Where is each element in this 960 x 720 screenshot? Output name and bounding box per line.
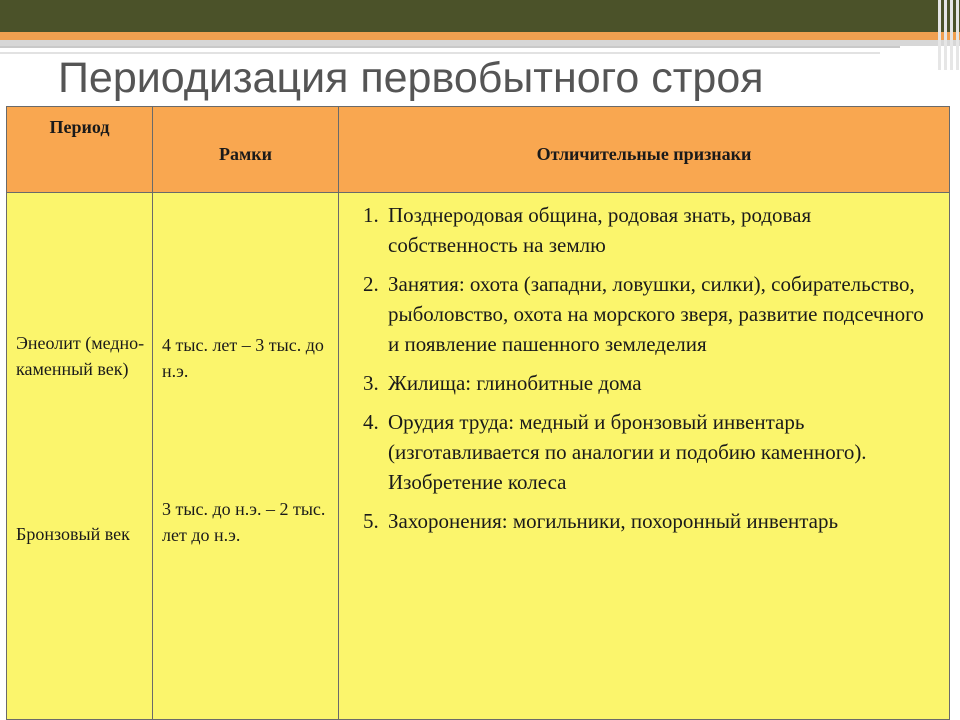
list-item: 2. Занятия: охота (западни, ловушки, силки), собирательство, рыболовство, охота на морского зверя, развитие подсечного и появление пашенного земледелия	[384, 269, 940, 359]
features-cell	[339, 193, 950, 720]
frames-cell	[153, 193, 339, 720]
list-item: 1. Позднеродовая община, родовая знать, родовая собственность на землю	[384, 200, 940, 260]
top-band-orange	[0, 32, 960, 40]
period-bronze-age: Бронзовый век	[16, 524, 130, 544]
decor-stripe	[0, 46, 900, 48]
list-item: 4. Орудия труда: медный и бронзовый инвентарь (изготавливается по аналогии и подобию каменного). Изобретение колеса	[384, 407, 940, 497]
periodization-table	[6, 106, 950, 720]
frames-eneolithic: 4 тыс. лет – 3 тыс. до н.э.	[162, 335, 324, 381]
period-cell	[7, 193, 153, 720]
table-header-row	[7, 107, 950, 193]
header-period: Период	[7, 107, 153, 193]
features-list	[340, 200, 948, 536]
header-features: Отличительные признаки	[339, 107, 950, 193]
list-item: 5. Захоронения: могильники, похоронный инвентарь	[384, 506, 940, 536]
slide-title: Периодизация первобытного строя	[58, 54, 764, 102]
table-row	[7, 193, 950, 720]
top-band-dark	[0, 0, 960, 32]
decor-stripes-right	[936, 0, 960, 70]
header-frames: Рамки	[153, 107, 339, 193]
frames-bronze-age: 3 тыс. до н.э. – 2 тыс. лет до н.э.	[162, 499, 326, 545]
list-item: 3. Жилища: глинобитные дома	[384, 368, 940, 398]
period-eneolithic: Энеолит (медно-каменный век)	[16, 333, 145, 379]
